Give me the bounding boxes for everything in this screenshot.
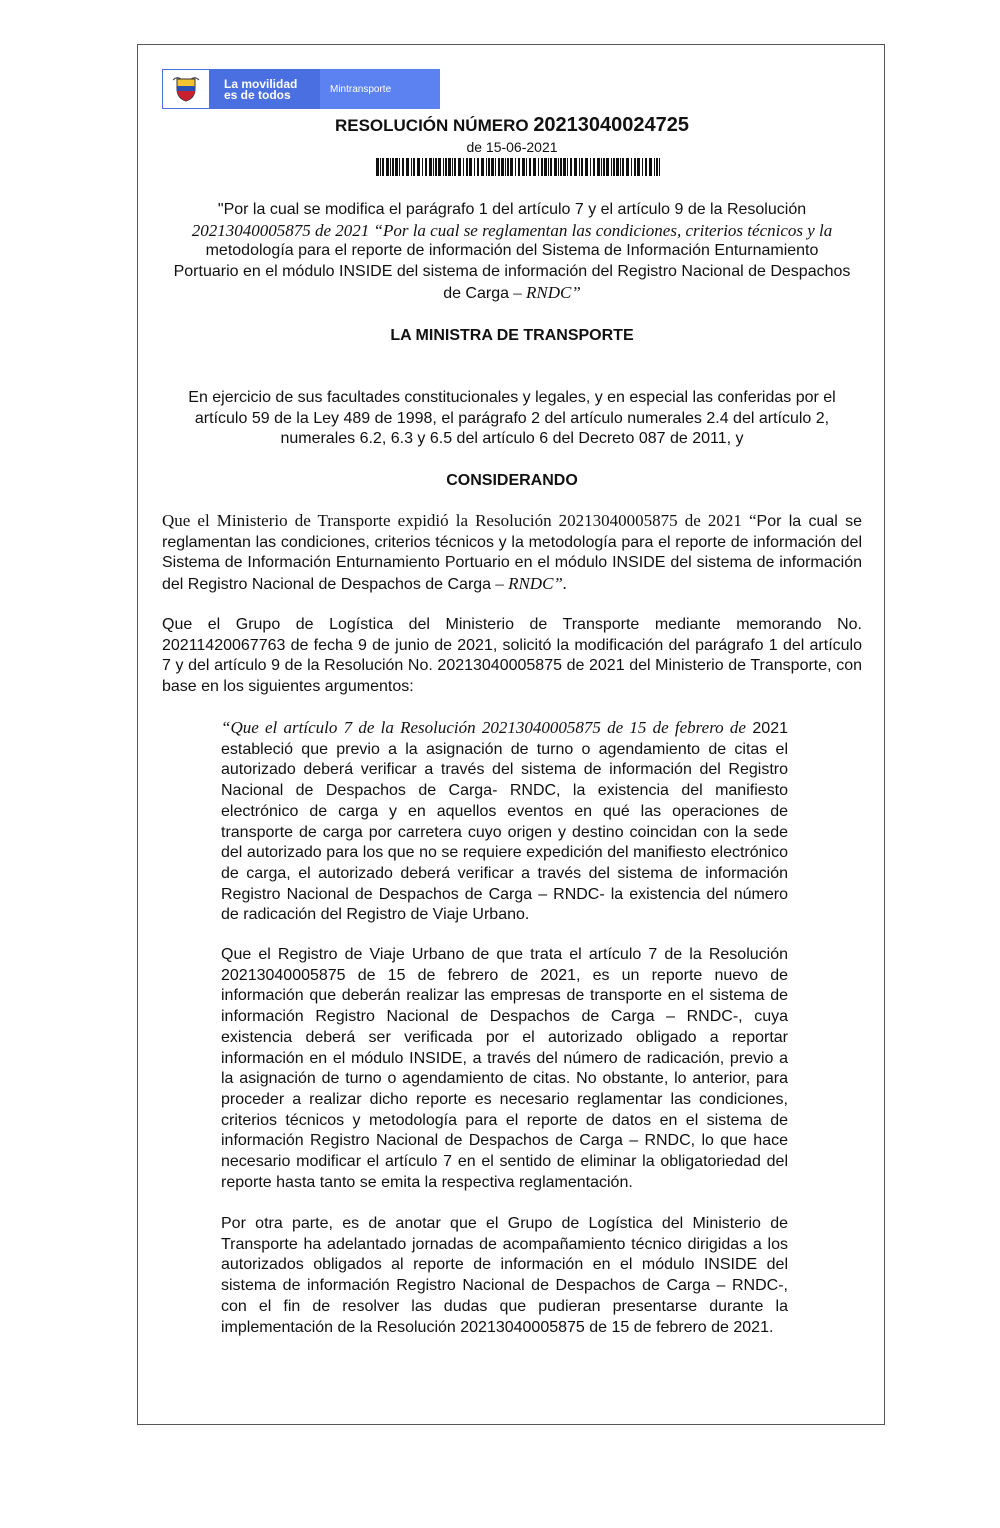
barcode-bar bbox=[477, 158, 479, 176]
barcode-bar bbox=[448, 158, 451, 176]
slogan-text bbox=[210, 69, 320, 109]
barcode-bar bbox=[585, 158, 588, 176]
barcode-bar bbox=[469, 158, 472, 176]
barcode-bar bbox=[406, 158, 409, 176]
paragraph-1 bbox=[162, 511, 862, 596]
barcode-bar bbox=[466, 158, 468, 176]
barcode-bar bbox=[637, 158, 640, 176]
barcode-bar bbox=[550, 158, 552, 176]
barcode-bar bbox=[548, 158, 549, 176]
quote-paragraph-1 bbox=[221, 718, 788, 926]
barcode-bar bbox=[631, 158, 632, 176]
barcode-bar bbox=[495, 158, 496, 176]
coat-of-arms-icon bbox=[162, 69, 210, 109]
barcode-bar bbox=[613, 158, 615, 176]
barcode-bar bbox=[382, 158, 384, 176]
quote-1-body: 2021 estableció que previo a la asignación de turno o agendamiento de citas el autorizado deberá verificar a través del sistema de información del Registro Nacional de Despachos de Carga- RNDC, la existencia del manifiesto electrónico de carga y en aquellos eventos en qué las operaciones de transporte de carga por carretera cuyo origen y destino coincidan con la sede del autorizado para los que no se requiere expedición del manifiesto electrónico de carga, el autorizado deberá verificar a través del sistema de información Registro Nacional de Despachos de Carga – RNDC- la existencia del número de radicación del Registro de Viaje Urbano. bbox=[221, 720, 788, 924]
paragraph-2: Que el Grupo de Logística del Ministerio de Transporte mediante memorando No. 20211420067763 de fecha 9 de junio de 2021, solicitó la modificación del parágrafo 1 del artículo 7 y del artículo 9 de la Resolución No. 20213040005875 de 2021 del Ministerio de Transporte, con base en los siguientes argumentos: bbox=[162, 616, 862, 696]
barcode-bar bbox=[488, 158, 490, 176]
barcode-bar bbox=[563, 158, 566, 176]
barcode-bar bbox=[390, 158, 391, 176]
barcode-bar bbox=[634, 158, 636, 176]
barcode-bar bbox=[435, 158, 437, 176]
slogan-line-2: es de todos bbox=[224, 88, 291, 102]
subject-line-5b: – RNDC” bbox=[509, 282, 581, 302]
barcode-bar bbox=[606, 158, 609, 176]
barcode-bar bbox=[533, 158, 536, 176]
barcode-bar bbox=[445, 158, 447, 176]
ministry-logo bbox=[162, 69, 440, 109]
barcode-bar bbox=[429, 158, 432, 176]
barcode-bar bbox=[544, 158, 547, 176]
quote-paragraph-3: Por otra parte, es de anotar que el Grupo de Logística del Ministerio de Transporte ha adelantado jornadas de acompañamiento técnico dirigidas a los autorizados obligados al reporte de información en el módulo INSIDE del sistema de información Registro Nacional de Despachos de Carga – RNDC-, con el fin de resolver las dudas que pudieran presentarse durante la implementación de la Resolución 20213040005875 de 15 de febrero de 2021. bbox=[221, 1215, 788, 1336]
powers-line-3: numerales 6.2, 6.3 y 6.5 del artículo 6 del Decreto 087 de 2011, y bbox=[280, 430, 744, 448]
barcode-bar bbox=[603, 158, 605, 176]
considerando-heading: CONSIDERANDO bbox=[446, 472, 578, 489]
paragraph-1-intro: Que el Ministerio de Transporte expidió la Resolución 20213040005875 de 2021 “ bbox=[162, 511, 757, 530]
barcode-bar bbox=[515, 158, 516, 176]
barcode-bar bbox=[486, 158, 487, 176]
barcode-bar bbox=[526, 158, 527, 176]
subject-line-3: metodología para el reporte de información del Sistema de Información Enturnamiento bbox=[205, 242, 819, 260]
barcode-bar bbox=[422, 158, 423, 176]
entity-name: Mintransporte bbox=[320, 69, 440, 109]
barcode-bar bbox=[402, 158, 404, 176]
barcode-bar bbox=[579, 158, 580, 176]
subject-line-2: 20213040005875 de 2021 “Por la cual se reglamentan las condiciones, criterios técnicos y la bbox=[191, 220, 833, 240]
barcode-bar bbox=[541, 158, 543, 176]
barcode-bar bbox=[601, 158, 602, 176]
barcode-bar bbox=[491, 158, 494, 176]
barcode-bar bbox=[399, 158, 400, 176]
barcode-bar bbox=[567, 158, 568, 176]
barcode-bar bbox=[501, 158, 504, 176]
barcode-bar bbox=[590, 158, 591, 176]
barcode-bar bbox=[574, 158, 577, 176]
barcode-bar bbox=[413, 158, 415, 176]
barcode-bar bbox=[433, 158, 434, 176]
barcode-bar bbox=[474, 158, 475, 176]
subject-line-4: Portuario en el módulo INSIDE del sistema de información del Registro Nacional de Despachos bbox=[173, 263, 851, 281]
barcode-bar bbox=[454, 158, 456, 176]
resolution-number: 20213040024725 bbox=[533, 114, 690, 136]
barcode-bar bbox=[443, 158, 444, 176]
barcode-bar bbox=[498, 158, 500, 176]
barcode-bar bbox=[376, 158, 379, 176]
barcode-bar bbox=[463, 158, 464, 176]
barcode-bar bbox=[538, 158, 539, 176]
barcode-bar bbox=[611, 158, 612, 176]
barcode-bar bbox=[558, 158, 559, 176]
barcode-bar bbox=[425, 158, 427, 176]
barcode-bar bbox=[510, 158, 513, 176]
resolution-date: de 15-06-2021 bbox=[466, 139, 558, 155]
barcode-bar bbox=[411, 158, 412, 176]
powers-line-1: En ejercicio de sus facultades constitucionales y legales, y en especial las conferidas por el bbox=[188, 389, 836, 406]
barcode-bar bbox=[654, 158, 655, 176]
barcode-bar bbox=[522, 158, 525, 176]
barcode-bar bbox=[452, 158, 453, 176]
authority-heading: LA MINISTRA DE TRANSPORTE bbox=[390, 327, 634, 344]
barcode-bar bbox=[649, 158, 652, 176]
barcode-bar bbox=[645, 158, 647, 176]
quote-paragraph-2: Que el Registro de Viaje Urbano de que trata el artículo 7 de la Resolución 20213040005875 de 15 de febrero de 2021, es un reporte nuevo de información que deberán realizar las empresas de transporte en el sistema de información Registro Nacional de Despachos de Carga – RNDC-, cuya existencia deberá ser verificada por el autorizado obligado a reportar información en el módulo INSIDE, a través del número de radicación, previo a la asignación de turno o agendamiento de citas. No obstante, lo anterior, para proceder a realizar dicho reporte es necesario reglamentar las condiciones, criterios técnicos y metodología para el reporte de datos en el sistema de información Registro Nacional de Despachos de Carga – RNDC, lo que hace necesario modificar el artículo 7 en el sentido de eliminar la obligatoriedad del reporte hasta tanto se emita la respectiva reglamentación. bbox=[221, 946, 788, 1191]
barcode-bar bbox=[560, 158, 562, 176]
barcode bbox=[376, 158, 660, 176]
barcode-bar bbox=[570, 158, 572, 176]
barcode-bar bbox=[395, 158, 398, 176]
slogan-line-1: La movilidad bbox=[224, 77, 298, 91]
barcode-bar bbox=[554, 158, 557, 176]
barcode-bar bbox=[529, 158, 531, 176]
powers-block bbox=[162, 388, 862, 450]
barcode-bar bbox=[656, 158, 658, 176]
barcode-bar bbox=[438, 158, 441, 176]
barcode-bar bbox=[642, 158, 643, 176]
paragraph-1-end: – RNDC”. bbox=[491, 574, 568, 594]
subject-line-1: "Por la cual se modifica el parágrafo 1 del artículo 7 y el artículo 9 de la Resolución bbox=[217, 201, 807, 218]
subject-line-5a: de Carga bbox=[443, 284, 510, 302]
barcode-bar bbox=[380, 158, 381, 176]
barcode-bar bbox=[581, 158, 583, 176]
subject-block bbox=[162, 200, 862, 305]
barcode-bar bbox=[392, 158, 394, 176]
barcode-bar bbox=[593, 158, 595, 176]
barcode-bar bbox=[386, 158, 389, 176]
quote-1-intro: “Que el artículo 7 de la Resolución 20213040005875 de 15 de febrero de bbox=[221, 718, 746, 737]
barcode-bar bbox=[620, 158, 621, 176]
paragraph-1-body: Por la cual se reglamentan las condiciones, criterios técnicos y la metodología para el reporte de información del Sistema de Información Enturnamiento Portuario en el módulo INSIDE del sistema de información del Registro Nacional de Despachos de Carga bbox=[162, 513, 863, 594]
powers-line-2: artículo 59 de la Ley 489 de 1998, el parágrafo 2 del artículo numerales 2.4 del artículo 2, bbox=[194, 409, 830, 427]
barcode-bar bbox=[417, 158, 420, 176]
barcode-bar bbox=[616, 158, 619, 176]
barcode-bar bbox=[458, 158, 461, 176]
resolution-label: RESOLUCIÓN NÚMERO bbox=[334, 116, 529, 135]
barcode-bar bbox=[597, 158, 600, 176]
barcode-bar bbox=[481, 158, 484, 176]
barcode-bar bbox=[507, 158, 509, 176]
barcode-bar bbox=[622, 158, 624, 176]
barcode-bar bbox=[518, 158, 520, 176]
barcode-bar bbox=[659, 158, 660, 176]
subject-line-5 bbox=[162, 283, 862, 305]
barcode-bar bbox=[505, 158, 506, 176]
resolution-title bbox=[162, 114, 862, 137]
barcode-bar bbox=[626, 158, 629, 176]
